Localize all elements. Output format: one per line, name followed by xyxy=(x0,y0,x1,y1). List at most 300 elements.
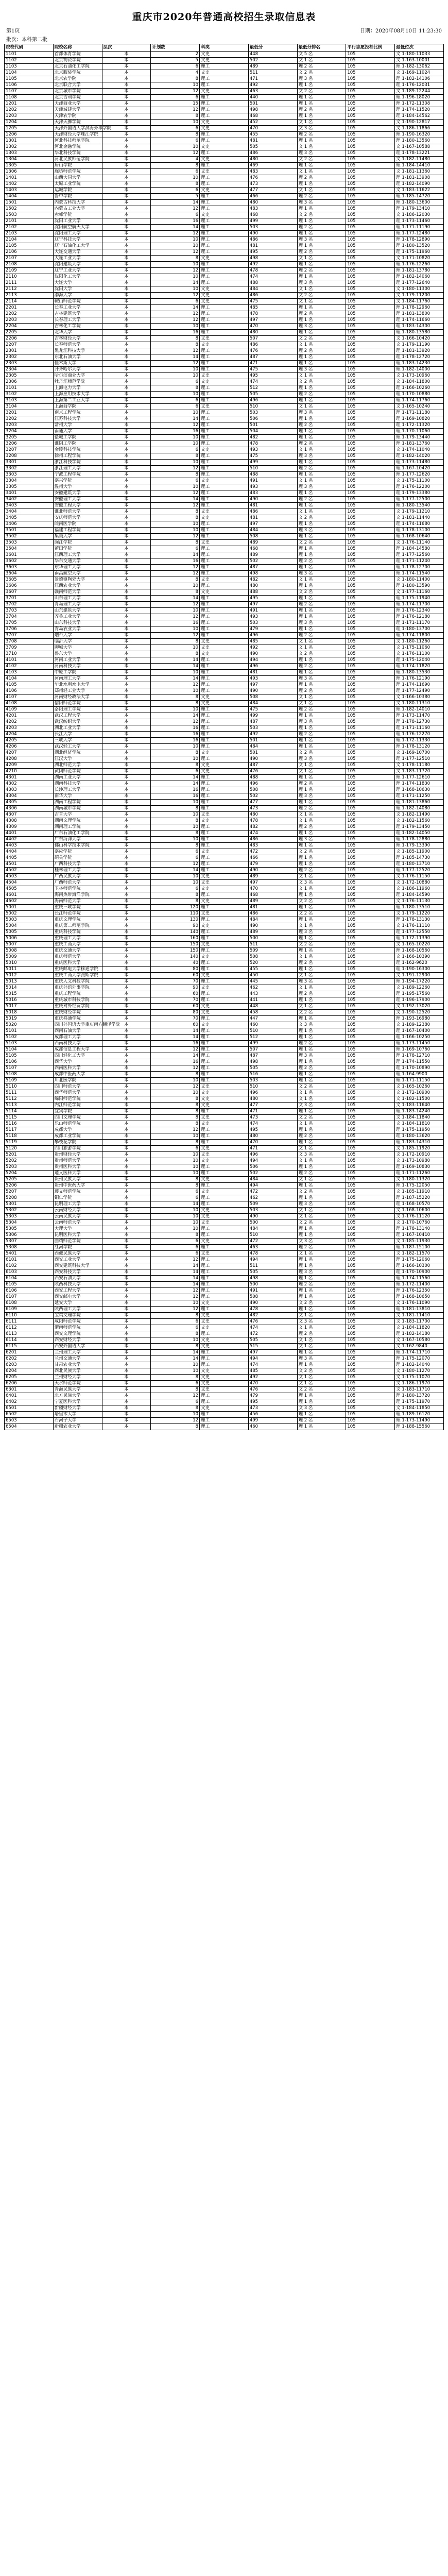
cell-min-score-rank: 理 2 名 xyxy=(297,1065,346,1072)
cell-level: 本 xyxy=(102,163,151,169)
cell-min-position: 理 1-190-16300 xyxy=(395,967,444,973)
cell-min-score: 516 xyxy=(248,1072,297,1078)
cell-min-score-rank: 文 2 名 xyxy=(297,89,346,95)
cell-min-score: 472 xyxy=(248,1239,297,1245)
cell-name: 莆田学院 xyxy=(53,546,102,552)
cell-type: 理工 xyxy=(200,1350,249,1356)
cell-min-score: 474 xyxy=(248,1325,297,1331)
cell-min-score-rank: 文 2 名 xyxy=(297,1010,346,1016)
cell-name: 西华大学 xyxy=(53,1059,102,1065)
cell-min-score-rank: 文 1 名 xyxy=(297,1313,346,1319)
cell-code: 5110 xyxy=(5,1084,54,1090)
table-row xyxy=(5,460,444,466)
cell-type: 文史 xyxy=(200,58,249,64)
cell-min-score-rank: 文 1 名 xyxy=(297,404,346,410)
header-type: 科类 xyxy=(200,44,249,52)
cell-type: 文史 xyxy=(200,1239,249,1245)
cell-name: 长春师范大学 xyxy=(53,342,102,348)
cell-code: 2303 xyxy=(5,361,54,367)
cell-name: 江西农业大学 xyxy=(53,583,102,589)
cell-min-position: 文 1-186-12030 xyxy=(395,212,444,218)
cell-ratio: 105 xyxy=(346,1115,395,1121)
cell-name: 沈阳大学 xyxy=(53,286,102,293)
cell-plan: 16 xyxy=(151,725,200,732)
cell-code: 6401 xyxy=(5,1393,54,1399)
cell-code: 5118 xyxy=(5,1133,54,1140)
cell-ratio: 105 xyxy=(346,725,395,732)
cell-ratio: 105 xyxy=(346,1016,395,1022)
cell-code: 2112 xyxy=(5,286,54,293)
cell-ratio: 105 xyxy=(346,861,395,868)
table-row xyxy=(5,299,444,305)
cell-ratio: 105 xyxy=(346,1053,395,1059)
cell-min-score: 486 xyxy=(248,342,297,348)
cell-plan: 80 xyxy=(151,1010,200,1016)
cell-min-score: 489 xyxy=(248,899,297,905)
cell-level: 本 xyxy=(102,960,151,967)
cell-level: 本 xyxy=(102,311,151,317)
cell-min-position: 文 1-173-10980 xyxy=(395,1158,444,1164)
cell-min-position: 文 1-184-11810 xyxy=(395,1121,444,1127)
table-row xyxy=(5,1375,444,1381)
cell-plan: 14 xyxy=(151,868,200,874)
cell-level: 本 xyxy=(102,392,151,398)
cell-min-score-rank: 理 2 名 xyxy=(297,991,346,997)
cell-code: 6301 xyxy=(5,1387,54,1393)
cell-level: 本 xyxy=(102,299,151,305)
cell-plan: 8 xyxy=(151,1405,200,1412)
cell-code: 3305 xyxy=(5,484,54,490)
cell-ratio: 105 xyxy=(346,373,395,379)
cell-level: 本 xyxy=(102,416,151,422)
table-row xyxy=(5,738,444,744)
cell-code: 5111 xyxy=(5,1090,54,1096)
cell-min-position: 文 1-183-11640 xyxy=(395,1103,444,1109)
cell-min-position: 理 1-180-13510 xyxy=(395,905,444,911)
cell-ratio: 105 xyxy=(346,324,395,330)
cell-ratio: 105 xyxy=(346,985,395,991)
cell-level: 本 xyxy=(102,936,151,942)
cell-type: 理工 xyxy=(200,107,249,113)
cell-min-position: 理 1-176-12270 xyxy=(395,732,444,738)
cell-ratio: 105 xyxy=(346,960,395,967)
cell-type: 理工 xyxy=(200,626,249,633)
cell-min-position: 文 1-166-10420 xyxy=(395,336,444,342)
cell-min-position: 理 1-181-13920 xyxy=(395,348,444,354)
cell-min-score: 470 xyxy=(248,1381,297,1387)
cell-level: 本 xyxy=(102,682,151,688)
table-row xyxy=(5,342,444,348)
cell-ratio: 105 xyxy=(346,979,395,985)
cell-type: 理工 xyxy=(200,1140,249,1146)
cell-level: 本 xyxy=(102,1195,151,1201)
cell-min-score-rank: 理 1 名 xyxy=(297,1059,346,1065)
cell-ratio: 105 xyxy=(346,348,395,354)
table-row xyxy=(5,725,444,732)
cell-type: 理工 xyxy=(200,781,249,787)
cell-level: 本 xyxy=(102,274,151,280)
cell-ratio: 105 xyxy=(346,589,395,596)
cell-plan: 6 xyxy=(151,1319,200,1325)
cell-min-score-rank: 理 2 名 xyxy=(297,824,346,831)
cell-plan: 10 xyxy=(151,1214,200,1220)
cell-level: 本 xyxy=(102,1140,151,1146)
cell-min-score: 508 xyxy=(248,954,297,960)
table-row xyxy=(5,1096,444,1103)
cell-min-position: 文 1-183-11622 xyxy=(395,188,444,194)
table-row xyxy=(5,849,444,855)
cell-min-position: 文 1-185-11900 xyxy=(395,849,444,855)
cell-ratio: 105 xyxy=(346,676,395,682)
cell-level: 本 xyxy=(102,1418,151,1424)
cell-ratio: 105 xyxy=(346,824,395,831)
cell-ratio: 105 xyxy=(346,756,395,762)
cell-min-score: 460 xyxy=(248,1022,297,1028)
cell-name: 淮北师范大学 xyxy=(53,509,102,515)
cell-type: 文史 xyxy=(200,299,249,305)
cell-name: 贵州医科大学 xyxy=(53,1164,102,1171)
cell-type: 文史 xyxy=(200,144,249,150)
cell-level: 本 xyxy=(102,157,151,163)
cell-level: 本 xyxy=(102,101,151,107)
cell-type: 理工 xyxy=(200,676,249,682)
cell-name: 西安邮电大学 xyxy=(53,1294,102,1300)
cell-min-score-rank: 理 1 名 xyxy=(297,1028,346,1035)
cell-min-position: 理 1-178-12720 xyxy=(395,354,444,361)
cell-plan: 10 xyxy=(151,1412,200,1418)
cell-plan: 12 xyxy=(151,231,200,237)
cell-min-score: 481 xyxy=(248,243,297,249)
cell-name: 牡丹江师范学院 xyxy=(53,379,102,385)
cell-name: 上海商学院 xyxy=(53,404,102,410)
table-row xyxy=(5,1084,444,1090)
cell-min-score-rank: 理 1 名 xyxy=(297,744,346,750)
cell-plan: 6 xyxy=(151,95,200,101)
cell-code: 2206 xyxy=(5,336,54,342)
cell-plan: 8 xyxy=(151,694,200,701)
cell-type: 理工 xyxy=(200,997,249,1004)
cell-min-position: 理 1-182-14080 xyxy=(395,806,444,812)
cell-code: 1103 xyxy=(5,64,54,70)
cell-min-position: 理 1-178-13130 xyxy=(395,917,444,923)
cell-type: 文史 xyxy=(200,373,249,379)
cell-plan: 6 xyxy=(151,1239,200,1245)
cell-name: 四川旅游学院 xyxy=(53,1146,102,1152)
header-min-position: 最低位次 xyxy=(395,44,444,52)
cell-min-score: 502 xyxy=(248,558,297,565)
cell-min-score: 494 xyxy=(248,1183,297,1189)
cell-min-score: 480 xyxy=(248,583,297,589)
cell-plan: 14 xyxy=(151,713,200,719)
cell-min-score: 494 xyxy=(248,1158,297,1164)
cell-min-position: 理 1-168-10630 xyxy=(395,787,444,793)
cell-min-score: 498 xyxy=(248,1059,297,1065)
cell-min-score: 510 xyxy=(248,1232,297,1239)
cell-name: 华北水利水电大学 xyxy=(53,682,102,688)
cell-code: 6114 xyxy=(5,1337,54,1344)
cell-level: 本 xyxy=(102,490,151,497)
table-row xyxy=(5,521,444,528)
cell-min-position: 理 1-178-13221 xyxy=(395,150,444,157)
cell-level: 本 xyxy=(102,231,151,237)
cell-level: 本 xyxy=(102,1307,151,1313)
table-row xyxy=(5,311,444,317)
cell-min-position: 理 1-189-16120 xyxy=(395,1412,444,1418)
cell-name: 贵州中医药大学 xyxy=(53,1183,102,1189)
cell-level: 本 xyxy=(102,899,151,905)
table-row xyxy=(5,948,444,954)
cell-min-score: 490 xyxy=(248,497,297,503)
cell-plan: 14 xyxy=(151,354,200,361)
cell-level: 本 xyxy=(102,1424,151,1430)
cell-name: 重庆科技学院 xyxy=(53,929,102,936)
cell-name: 宁夏医科大学 xyxy=(53,1399,102,1405)
cell-name: 江苏科技大学 xyxy=(53,416,102,422)
table-row xyxy=(5,218,444,225)
cell-code: 5307 xyxy=(5,1239,54,1245)
cell-type: 文史 xyxy=(200,899,249,905)
cell-min-position: 理 1-180-13520 xyxy=(395,243,444,249)
cell-type: 理工 xyxy=(200,163,249,169)
cell-level: 本 xyxy=(102,1399,151,1405)
cell-min-position: 理 1-176-12200 xyxy=(395,484,444,490)
cell-min-position: 文 1-172-10910 xyxy=(395,1152,444,1158)
cell-type: 文史 xyxy=(200,942,249,948)
cell-code: 5005 xyxy=(5,929,54,936)
table-row xyxy=(5,583,444,589)
cell-plan: 14 xyxy=(151,1356,200,1362)
cell-min-position: 文 1-182-11560 xyxy=(395,818,444,824)
cell-type: 文史 xyxy=(200,126,249,132)
cell-code: 3203 xyxy=(5,422,54,429)
cell-min-position: 文 1-180-11033 xyxy=(395,52,444,58)
cell-level: 本 xyxy=(102,1022,151,1028)
table-row xyxy=(5,435,444,441)
cell-min-position: 理 1-167-10410 xyxy=(395,1232,444,1239)
table-row xyxy=(5,58,444,64)
cell-ratio: 105 xyxy=(346,1294,395,1300)
cell-type: 理工 xyxy=(200,565,249,571)
cell-min-score: 479 xyxy=(248,1393,297,1399)
table-row xyxy=(5,317,444,324)
cell-level: 本 xyxy=(102,1393,151,1399)
cell-code: 5306 xyxy=(5,1232,54,1239)
cell-type: 理工 xyxy=(200,181,249,188)
cell-level: 本 xyxy=(102,756,151,762)
cell-type: 理工 xyxy=(200,1127,249,1133)
cell-min-score-rank: 理 3 名 xyxy=(297,237,346,243)
cell-level: 本 xyxy=(102,1245,151,1251)
table-row xyxy=(5,453,444,460)
cell-min-score: 489 xyxy=(248,552,297,558)
cell-ratio: 105 xyxy=(346,188,395,194)
cell-ratio: 105 xyxy=(346,818,395,824)
cell-level: 本 xyxy=(102,843,151,849)
cell-min-score: 503 xyxy=(248,725,297,732)
cell-plan: 4 xyxy=(151,70,200,76)
cell-code: 5308 xyxy=(5,1245,54,1251)
cell-min-score-rank: 理 2 名 xyxy=(297,1133,346,1140)
cell-min-position: 理 1-175-12040 xyxy=(395,657,444,664)
cell-plan: 16 xyxy=(151,558,200,565)
cell-code: 4109 xyxy=(5,707,54,713)
cell-name: 大连大学 xyxy=(53,280,102,286)
cell-plan: 12 xyxy=(151,1127,200,1133)
cell-plan: 12 xyxy=(151,1393,200,1399)
cell-level: 本 xyxy=(102,806,151,812)
cell-code: 5001 xyxy=(5,905,54,911)
cell-name: 重庆工程学院 xyxy=(53,991,102,997)
cell-name: 广西科技大学 xyxy=(53,861,102,868)
cell-ratio: 105 xyxy=(346,682,395,688)
cell-min-score: 456 xyxy=(248,1412,297,1418)
cell-ratio: 105 xyxy=(346,713,395,719)
cell-level: 本 xyxy=(102,583,151,589)
cell-min-score-rank: 理 1 名 xyxy=(297,583,346,589)
table-row xyxy=(5,558,444,565)
cell-code: 6101 xyxy=(5,1257,54,1263)
table-row xyxy=(5,787,444,793)
cell-level: 本 xyxy=(102,1226,151,1232)
cell-min-position: 理 1-184-14410 xyxy=(395,163,444,169)
cell-code: 5012 xyxy=(5,973,54,979)
cell-ratio: 105 xyxy=(346,1214,395,1220)
cell-name: 江汉大学 xyxy=(53,756,102,762)
cell-min-position: 文 1-179-11210 xyxy=(395,509,444,515)
cell-plan: 10 xyxy=(151,392,200,398)
cell-level: 本 xyxy=(102,614,151,620)
cell-min-score-rank: 文 2 名 xyxy=(297,70,346,76)
cell-name: 云南民族大学 xyxy=(53,1214,102,1220)
cell-name: 成都中医药大学 xyxy=(53,1072,102,1078)
cell-code: 3207 xyxy=(5,447,54,453)
cell-min-position: 文 1-189-12244 xyxy=(395,89,444,95)
table-row xyxy=(5,404,444,410)
cell-level: 本 xyxy=(102,1232,151,1239)
cell-ratio: 105 xyxy=(346,342,395,348)
table-row xyxy=(5,348,444,354)
cell-type: 文史 xyxy=(200,70,249,76)
cell-type: 文史 xyxy=(200,1208,249,1214)
cell-min-score-rank: 理 1 名 xyxy=(297,1412,346,1418)
cell-ratio: 105 xyxy=(346,1313,395,1319)
cell-ratio: 105 xyxy=(346,1103,395,1109)
cell-plan: 14 xyxy=(151,664,200,670)
cell-plan: 10 xyxy=(151,484,200,490)
cell-min-score-rank: 理 3 名 xyxy=(297,1269,346,1276)
cell-name: 重庆对外经贸学院 xyxy=(53,1004,102,1010)
cell-min-position: 理 1-182-14050 xyxy=(395,831,444,837)
cell-min-score-rank: 理 1 名 xyxy=(297,997,346,1004)
cell-plan: 6 xyxy=(151,1245,200,1251)
cell-plan: 8 xyxy=(151,385,200,392)
cell-code: 6107 xyxy=(5,1294,54,1300)
cell-plan: 12 xyxy=(151,107,200,113)
cell-code: 4309 xyxy=(5,824,54,831)
cell-code: 6102 xyxy=(5,1263,54,1269)
cell-plan: 8 xyxy=(151,806,200,812)
cell-min-score: 445 xyxy=(248,979,297,985)
table-row xyxy=(5,855,444,861)
cell-min-position: 理 1-168-10640 xyxy=(395,534,444,540)
cell-name: 闽江学院 xyxy=(53,540,102,546)
cell-name: 天津财经大学珠江学院 xyxy=(53,132,102,138)
cell-name: 陕西理工大学 xyxy=(53,1307,102,1313)
cell-name: 南通大学 xyxy=(53,429,102,435)
cell-min-score-rank: 理 1 名 xyxy=(297,262,346,268)
cell-min-score-rank: 理 2 名 xyxy=(297,1282,346,1288)
cell-name: 山东科技大学 xyxy=(53,620,102,626)
header-plan: 计划数 xyxy=(151,44,200,52)
cell-name: 武汉纺织大学 xyxy=(53,719,102,725)
cell-plan: 10 xyxy=(151,441,200,447)
cell-min-score-rank: 理 2 名 xyxy=(297,466,346,472)
cell-min-score-rank: 文 2 名 xyxy=(297,899,346,905)
cell-name: 山东建筑大学 xyxy=(53,608,102,614)
cell-min-score-rank: 文 2 名 xyxy=(297,1189,346,1195)
table-row xyxy=(5,515,444,521)
cell-type: 理工 xyxy=(200,1356,249,1362)
cell-min-position: 理 1-171-11260 xyxy=(395,1171,444,1177)
cell-min-score: 505 xyxy=(248,1065,297,1072)
cell-min-score: 443 xyxy=(248,991,297,997)
cell-type: 文史 xyxy=(200,1375,249,1381)
cell-code: 4305 xyxy=(5,800,54,806)
cell-min-score-rank: 文 2 名 xyxy=(297,942,346,948)
cell-ratio: 105 xyxy=(346,1344,395,1350)
cell-type: 文史 xyxy=(200,478,249,484)
table-row xyxy=(5,1418,444,1424)
cell-plan: 10 xyxy=(151,82,200,89)
cell-level: 本 xyxy=(102,441,151,447)
cell-plan: 10 xyxy=(151,410,200,416)
cell-level: 本 xyxy=(102,1325,151,1331)
cell-min-score: 468 xyxy=(248,892,297,899)
cell-min-position: 文 1-180-11270 xyxy=(395,1368,444,1375)
cell-ratio: 105 xyxy=(346,781,395,787)
table-row xyxy=(5,188,444,194)
cell-plan: 10 xyxy=(151,373,200,379)
cell-plan: 70 xyxy=(151,1016,200,1022)
cell-level: 本 xyxy=(102,1313,151,1319)
cell-plan: 12 xyxy=(151,268,200,274)
cell-min-position: 理 1-178-13120 xyxy=(395,744,444,750)
cell-plan: 10 xyxy=(151,460,200,466)
cell-type: 理工 xyxy=(200,348,249,354)
cell-type: 文史 xyxy=(200,701,249,707)
cell-code: 6203 xyxy=(5,1362,54,1368)
cell-plan: 14 xyxy=(151,1350,200,1356)
cell-min-score-rank: 文 1 名 xyxy=(297,144,346,150)
table-row xyxy=(5,132,444,138)
cell-type: 文史 xyxy=(200,818,249,824)
cell-min-score-rank: 文 1 名 xyxy=(297,769,346,775)
cell-level: 本 xyxy=(102,565,151,571)
batch-label: 批次：本科第二批 xyxy=(6,37,47,43)
cell-name: 重庆邮电大学移通学院 xyxy=(53,967,102,973)
cell-plan: 8 xyxy=(151,831,200,837)
cell-name: 西南石油大学 xyxy=(53,1028,102,1035)
cell-min-score-rank: 文 1 名 xyxy=(297,973,346,979)
cell-min-position: 理 1-166-10250 xyxy=(395,1035,444,1041)
cell-name: 安徽工程大学 xyxy=(53,503,102,509)
table-row xyxy=(5,1065,444,1072)
cell-plan: 150 xyxy=(151,942,200,948)
table-row xyxy=(5,800,444,806)
table-row xyxy=(5,719,444,725)
cell-min-score-rank: 理 1 名 xyxy=(297,472,346,478)
cell-min-score: 470 xyxy=(248,886,297,892)
